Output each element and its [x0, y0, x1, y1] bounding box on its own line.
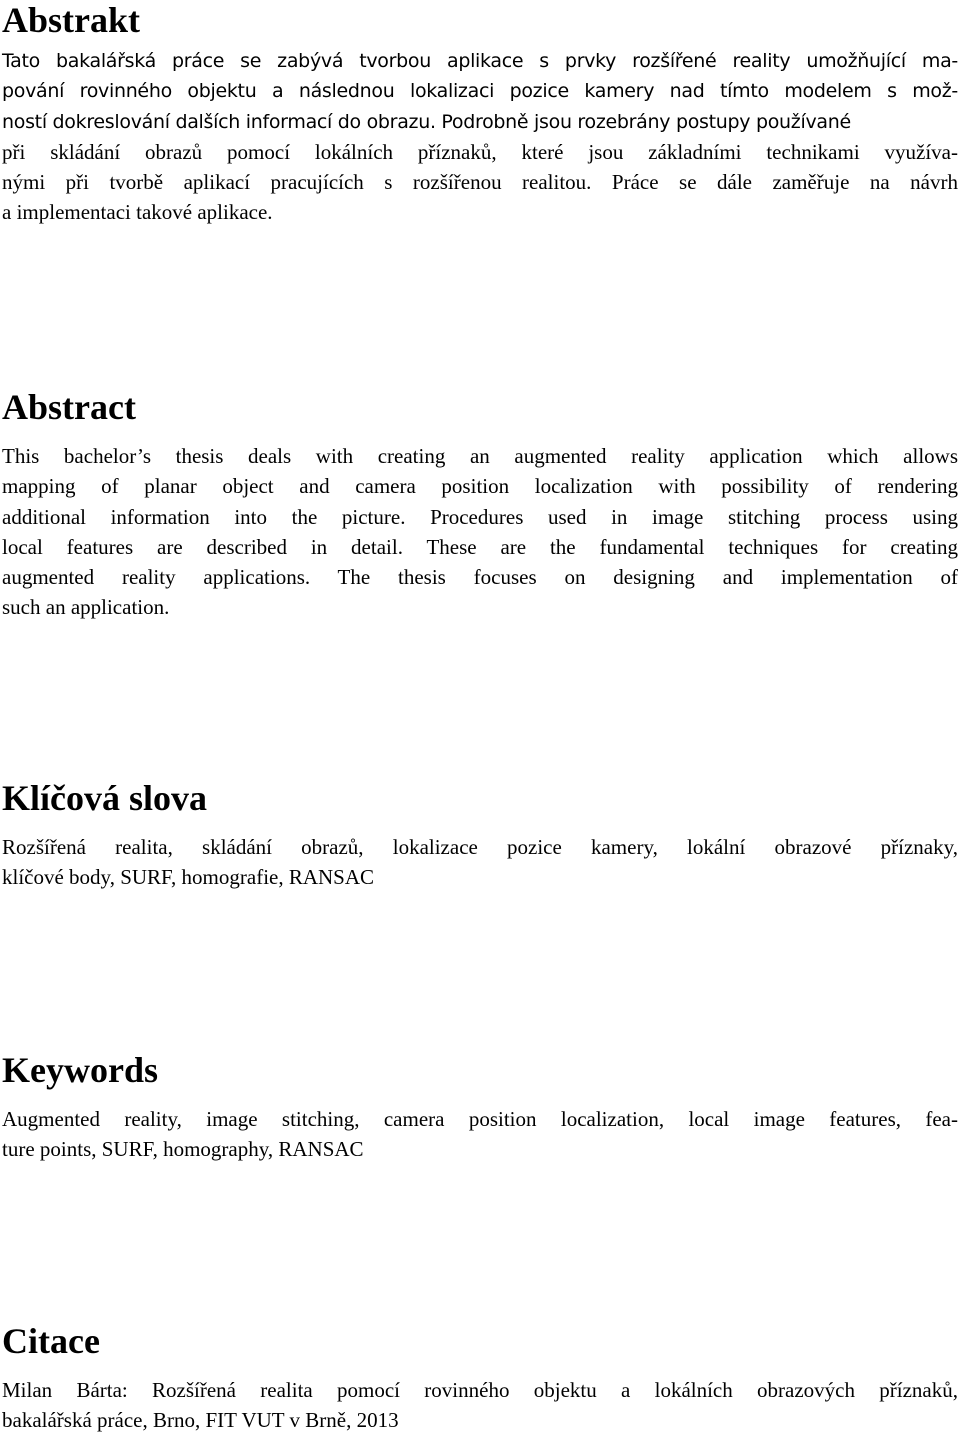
abstrakt-heading: Abstrakt: [2, 0, 141, 40]
citace-text: [2, 1375, 958, 1436]
abstract-text: [2, 441, 958, 623]
abstract-line: augmented reality applications. The thesis focuses on designing and implementation of: [2, 565, 958, 590]
klicova-slova-line: Rozšířená realita, skládání obrazů, lokalizace pozice kamery, lokální obrazové příznaky,: [2, 835, 958, 859]
abstract-heading: Abstract: [2, 387, 136, 427]
citace-section: [2, 1321, 958, 1436]
abstract-section: [2, 387, 958, 623]
abstrakt-line: a implementaci takové aplikace.: [2, 200, 273, 225]
abstract-line: local features are described in detail. These are the fundamental techniques for creating: [2, 534, 958, 559]
keywords-line: ture points, SURF, homography, RANSAC: [2, 1137, 364, 1162]
citace-line: Milan Bárta: Rozšířená realita pomocí rovinného objektu a lokálních obrazových příznaků,: [2, 1378, 958, 1402]
abstrakt-text: [2, 46, 958, 228]
klicova-slova-section: [2, 778, 958, 893]
abstrakt-line: nými při tvorbě aplikací pracujících s rozšířenou realitou. Práce se dále zaměřuje na návrh: [2, 170, 958, 195]
abstrakt-line: ností dokreslování dalších informací do obrazu. Podrobně jsou rozebrány postupy používané: [2, 110, 851, 133]
klicova-slova-line: klíčové body, SURF, homografie, RANSAC: [2, 865, 375, 890]
klicova-slova-text: [2, 832, 958, 893]
abstract-line: This bachelor’s thesis deals with creating an augmented reality application which allows: [2, 444, 958, 468]
abstract-line: mapping of planar object and camera position localization with possibility of rendering: [2, 474, 958, 499]
keywords-section: [2, 1050, 958, 1165]
abstrakt-line: Tato bakalářská práce se zabývá tvorbou aplikace s prvky rozšířené reality umožňující ma-: [2, 50, 958, 72]
abstract-line: such an application.: [2, 595, 170, 620]
citace-line: bakalářská práce, Brno, FIT VUT v Brně, 2013: [2, 1408, 399, 1433]
klicova-slova-heading: Klíčová slova: [2, 778, 207, 818]
abstrakt-section: [2, 0, 958, 228]
abstrakt-line: pování rovinného objektu a následnou lokalizaci pozice kamery nad tímto modelem s mož-: [2, 80, 958, 103]
keywords-heading: Keywords: [2, 1050, 158, 1090]
citace-heading: Citace: [2, 1321, 100, 1361]
keywords-line: Augmented reality, image stitching, camera position localization, local image features, fea-: [2, 1107, 958, 1131]
abstrakt-line: při skládání obrazů pomocí lokálních příznaků, které jsou základními technikami využíva-: [2, 139, 958, 164]
abstract-line: additional information into the picture. Procedures used in image stitching process using: [2, 504, 958, 529]
keywords-text: [2, 1104, 958, 1165]
